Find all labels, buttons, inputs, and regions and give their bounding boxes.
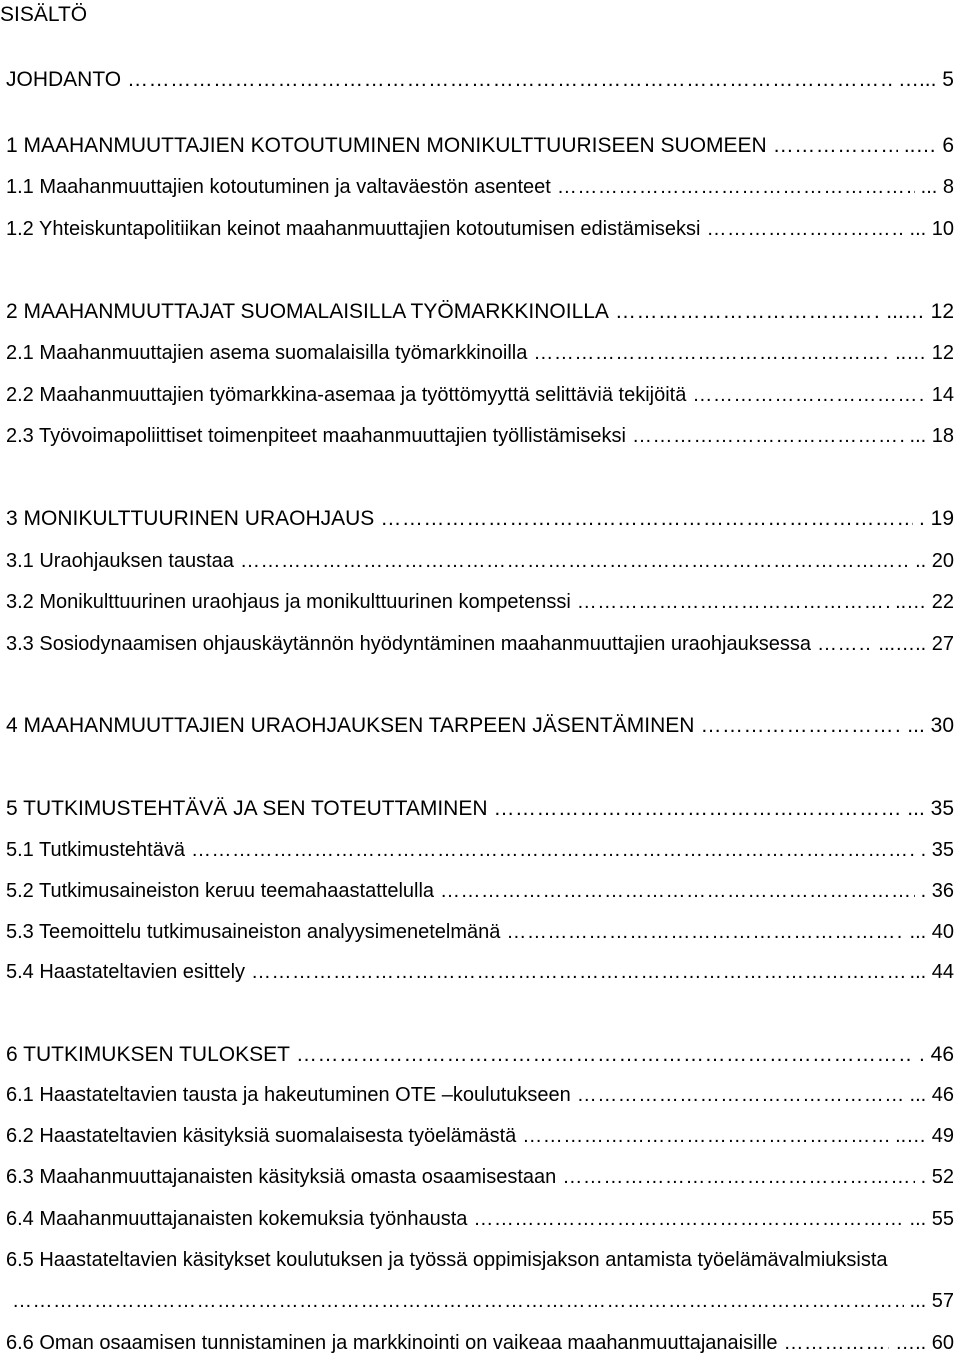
dot-leader [632,424,904,448]
toc-entry-page: ..… 22 [895,591,954,613]
toc-entry-title: 4 MAAHANMUUTTAJIEN URAOHJAUKSEN TARPEEN JÄSENTÄMINEN [6,714,695,737]
toc-entry-title: 6.3 Maahanmuuttajanaisten käsityksiä omasta osaamisestaan [6,1166,557,1188]
toc-entry-title: 3.2 Monikulttuurinen uraohjaus ja monikulttuurinen kompetenssi [6,591,571,613]
toc-entry-page: . 35 [920,839,954,861]
toc-entry[interactable] [6,1289,954,1313]
toc-entry-page: ...… 12 [886,300,954,323]
toc-entry-page: . 52 [920,1166,954,1188]
toc-entry[interactable] [6,507,954,531]
dot-leader [506,920,903,944]
toc-entry-title: 3 MONIKULTTUURINEN URAOHJAUS [6,507,375,530]
dot-leader [706,217,903,241]
dot-leader [473,1207,903,1231]
dot-leader [615,300,880,324]
dot-leader [817,632,872,656]
dot-leader [577,590,889,614]
toc-entry-title: 3.3 Sosiodynaamisen ohjauskäytännön hyödyntäminen maahanmuuttajien uraohjauksessa [6,633,811,655]
toc-entry[interactable] [6,590,954,614]
toc-entry-page: ..… 12 [895,342,954,364]
dot-leader [296,1043,913,1067]
toc-entry-title: 6.1 Haastateltavien tausta ja hakeutuminen OTE –koulutukseen [6,1084,571,1106]
toc-entry[interactable] [6,632,954,656]
toc-entry-title: 6.2 Haastateltavien käsityksiä suomalaisesta työelämästä [6,1125,517,1147]
toc-entry[interactable] [6,714,954,738]
toc-entry-title: 1.1 Maahanmuuttajien kotoutuminen ja valtaväestön asenteet [6,176,551,198]
dot-leader [577,1083,904,1107]
toc-entry[interactable] [6,1043,954,1067]
dot-leader [440,879,915,903]
dot-leader [784,1331,890,1355]
dot-leader [773,134,898,158]
toc-entry[interactable] [6,1248,954,1272]
toc-entry[interactable] [6,1165,954,1189]
toc-entry[interactable] [6,1124,954,1148]
dot-leader [533,341,889,365]
toc-entry-title: 2 MAAHANMUUTTAJAT SUOMALAISILLA TYÖMARKKINOILLA [6,300,609,323]
toc-entry[interactable] [6,1331,954,1355]
dot-leader [522,1124,889,1148]
toc-entry-title: 6.5 Haastateltavien käsitykset koulutuksen ja työssä oppimisjakson antamista työelämävalmiuksista [6,1249,888,1271]
dot-leader [494,797,902,821]
toc-entry-page: ... 40 [909,921,954,943]
dot-leader [251,960,903,984]
toc-entry-page: ...….. 27 [878,633,954,655]
toc-entry[interactable] [6,960,954,984]
dot-leader [240,549,909,573]
toc-entry[interactable] [6,217,954,241]
toc-entry-page: . 19 [918,507,954,530]
toc-entry[interactable] [6,920,954,944]
toc-entry-page: . 36 [920,880,954,902]
toc-entry-title: 1.2 Yhteiskuntapolitiikan keinot maahanmuuttajien kotoutumisen edistämiseksi [6,218,701,240]
toc-entry-title: 3.1 Uraohjauksen taustaa [6,550,234,572]
toc-entry-title: 2.2 Maahanmuuttajien työmarkkina-asemaa ja työttömyyttä selittäviä tekijöitä [6,384,687,406]
toc-entry-page: ... 57 [909,1290,954,1312]
toc-entry[interactable] [6,383,954,407]
toc-entry[interactable] [6,300,954,324]
dot-leader [692,383,925,407]
toc-entry[interactable] [6,341,954,365]
toc-entry-page: . 46 [918,1043,954,1066]
dot-leader [12,1289,904,1313]
dot-leader [127,68,892,92]
toc-entry-page: ….. 60 [895,1332,954,1354]
toc-entry-page: .. 20 [915,550,954,572]
toc-entry-page: ... 44 [909,961,954,983]
toc-entry-title: 5.4 Haastateltavien esittely [6,961,246,983]
toc-entry-page: ... 30 [907,714,954,737]
toc-entry[interactable] [6,838,954,862]
toc-entry-page: ... 8 [920,176,954,198]
toc-entry-page: ... 35 [907,797,954,820]
dot-leader [557,175,915,199]
toc-entry[interactable] [6,68,954,92]
toc-entry[interactable] [6,1207,954,1231]
toc-entry-title: 5.3 Teemoittelu tutkimusaineiston analyysimenetelmänä [6,921,501,943]
toc-entry-title: 5.2 Tutkimusaineiston keruu teemahaastattelulla [6,880,435,902]
toc-entry-page: …... 5 [897,68,954,91]
toc-entry[interactable] [6,879,954,903]
toc-entry-page: ..… 6 [903,134,954,157]
dot-leader [191,838,915,862]
toc-entry[interactable] [6,175,954,199]
toc-entry-title: 5.1 Tutkimustehtävä [6,839,185,861]
dot-leader [562,1165,914,1189]
toc-entry[interactable] [6,134,954,158]
toc-entry-title: 6 TUTKIMUKSEN TULOKSET [6,1043,290,1066]
toc-entry-page: 14 [931,384,954,406]
dot-leader [700,714,901,738]
toc-entry[interactable] [6,549,954,573]
toc-entry-page: ... 55 [909,1208,954,1230]
toc-entry-title: JOHDANTO [6,68,122,91]
toc-entry-title: 6.6 Oman osaamisen tunnistaminen ja markkinointi on vaikeaa maahanmuuttajanaisille [6,1332,778,1354]
toc-entry-title: 2.3 Työvoimapoliittiset toimenpiteet maahanmuuttajien työllistämiseksi [6,425,626,447]
page-title: SISÄLTÖ [0,3,88,26]
toc-entry-page: ..… 49 [895,1125,954,1147]
toc-entry[interactable] [6,797,954,821]
toc-entry-page: ... 18 [909,425,954,447]
toc-entry-title: 6.4 Maahanmuuttajanaisten kokemuksia työnhausta [6,1208,468,1230]
toc-entry[interactable] [6,1083,954,1107]
toc-entry-title: 5 TUTKIMUSTEHTÄVÄ JA SEN TOTEUTTAMINEN [6,797,488,820]
toc-entry-title: 2.1 Maahanmuuttajien asema suomalaisilla työmarkkinoilla [6,342,528,364]
dot-leader [380,507,913,531]
toc-entry-page: ... 46 [909,1084,954,1106]
toc-entry[interactable] [6,424,954,448]
toc-entry-title: 1 MAAHANMUUTTAJIEN KOTOUTUMINEN MONIKULTTUURISEEN SUOMEEN [6,134,767,157]
toc-entry-page: ... 10 [909,218,954,240]
